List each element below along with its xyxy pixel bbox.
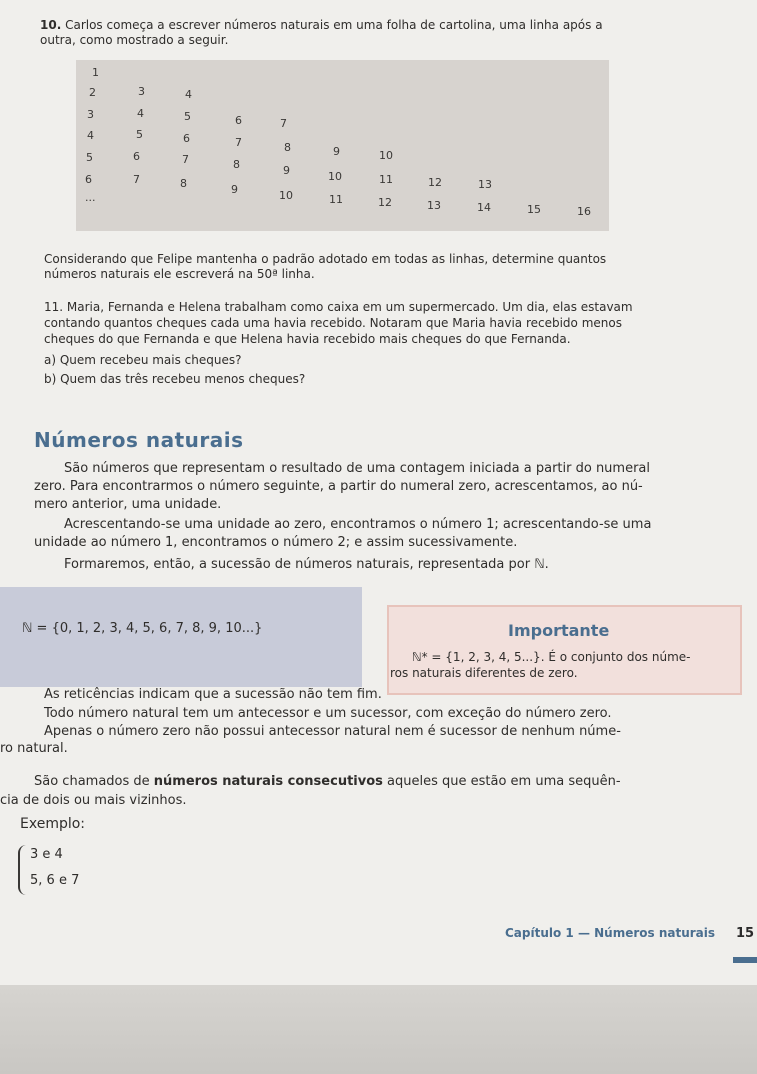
exercise-10-line-1 — [40, 18, 603, 33]
page-bottom-shadow — [0, 985, 757, 1074]
page-number-bar — [733, 957, 757, 963]
section-title: Números naturais — [34, 428, 244, 452]
example-brace — [18, 845, 28, 895]
important-line-1: ℕ* = {1, 2, 3, 4, 5...}. É o conjunto dos núme- — [412, 650, 691, 664]
triangle-number: 3 — [138, 85, 145, 98]
triangle-number: 10 — [328, 170, 342, 183]
triangle-number: 5 — [184, 110, 191, 123]
consecutive-naturals-term: números naturais consecutivos — [153, 774, 383, 789]
triangle-number: 6 — [235, 114, 242, 127]
body-line-5-start: São chamados de — [34, 774, 154, 789]
exercise-11-line-2: contando quantos cheques cada uma havia recebido. Notaram que Maria havia recebido menos — [44, 316, 622, 330]
exercise-11-item-a: a) Quem recebeu mais cheques? — [44, 353, 242, 367]
triangle-number: 13 — [427, 199, 441, 212]
triangle-number: 15 — [527, 203, 541, 216]
example-item-1: 3 e 4 — [30, 847, 63, 862]
triangle-number: 4 — [185, 88, 192, 101]
example-item-2: 5, 6 e 7 — [30, 873, 80, 888]
triangle-number: 7 — [280, 117, 287, 130]
exercise-10-question-line-2: números naturais ele escreverá na 50ª linha. — [44, 267, 315, 281]
example-label: Exemplo: — [20, 816, 86, 832]
triangle-number: 6 — [85, 173, 92, 186]
exercise-10-text: Carlos começa a escrever números naturais em uma folha de cartolina, uma linha após a — [65, 18, 603, 32]
triangle-ellipsis: ... — [85, 191, 96, 204]
exercise-10-question-line-1: Considerando que Felipe mantenha o padrão adotado em todas as linhas, determine quantos — [44, 252, 607, 266]
page-number: 15 — [736, 926, 755, 941]
triangle-number: 8 — [284, 141, 291, 154]
exercise-11-line-1: 11. Maria, Fernanda e Helena trabalham como caixa em um supermercado. Um dia, elas estavam — [44, 300, 633, 314]
exercise-10-line-2: outra, como mostrado a seguir. — [40, 33, 229, 47]
exercise-11-line-3: cheques do que Fernanda e que Helena havia recebido mais cheques do que Fernanda. — [44, 332, 571, 346]
triangle-number: 14 — [477, 201, 491, 214]
body-line-6: cia de dois ou mais vizinhos. — [0, 793, 187, 808]
triangle-number: 9 — [283, 164, 290, 177]
natural-set-formula: ℕ = {0, 1, 2, 3, 4, 5, 6, 7, 8, 9, 10...} — [22, 621, 263, 636]
section-paragraph-1-line-3: mero anterior, uma unidade. — [34, 497, 222, 512]
body-line-2: Todo número natural tem um antecessor e um sucessor, com exceção do número zero. — [44, 706, 612, 721]
triangle-number: 13 — [478, 178, 492, 191]
triangle-number: 7 — [133, 173, 140, 186]
triangle-number: 10 — [279, 189, 293, 202]
triangle-number: 12 — [428, 176, 442, 189]
triangle-number: 2 — [89, 86, 96, 99]
triangle-number: 6 — [133, 150, 140, 163]
triangle-number: 9 — [333, 145, 340, 158]
triangle-number: 8 — [233, 158, 240, 171]
triangle-number: 12 — [378, 196, 392, 209]
important-line-2: ros naturais diferentes de zero. — [390, 666, 578, 680]
triangle-number: 4 — [137, 107, 144, 120]
body-line-5 — [34, 773, 621, 790]
exercise-11-item-b: b) Quem das três recebeu menos cheques? — [44, 372, 306, 386]
body-line-4: ro natural. — [0, 741, 68, 756]
body-line-3: Apenas o número zero não possui antecessor natural nem é sucessor de nenhum núme- — [44, 724, 621, 739]
triangle-number: 5 — [136, 128, 143, 141]
triangle-number: 9 — [231, 183, 238, 196]
important-title: Importante — [508, 621, 610, 640]
natural-set-box — [0, 587, 362, 687]
body-line-1: As reticências indicam que a sucessão não tem fim. — [44, 687, 382, 702]
section-paragraph-2-line-2: unidade ao número 1, encontramos o número 2; e assim sucessivamente. — [34, 535, 518, 550]
triangle-number: 7 — [235, 136, 242, 149]
triangle-number: 5 — [86, 151, 93, 164]
chapter-footer-label: Capítulo 1 — Números naturais — [505, 926, 716, 940]
exercise-10-number: 10. — [40, 18, 62, 32]
triangle-number: 8 — [180, 177, 187, 190]
section-paragraph-1-line-1: São números que representam o resultado de uma contagem iniciada a partir do numeral — [64, 461, 651, 476]
triangle-number: 1 — [92, 66, 99, 79]
triangle-number: 10 — [379, 149, 393, 162]
triangle-number: 7 — [182, 153, 189, 166]
section-paragraph-1-line-2: zero. Para encontrarmos o número seguinte, a partir do numeral zero, acrescentamos, ao nú- — [34, 479, 643, 494]
body-line-5-end: aqueles que estão em uma sequên- — [382, 774, 621, 789]
triangle-number: 4 — [87, 129, 94, 142]
triangle-number: 16 — [577, 205, 591, 218]
triangle-number: 3 — [87, 108, 94, 121]
triangle-number: 11 — [329, 193, 343, 206]
triangle-number: 11 — [379, 173, 393, 186]
section-paragraph-2-line-1: Acrescentando-se uma unidade ao zero, encontramos o número 1; acrescentando-se uma — [64, 517, 652, 532]
section-paragraph-3: Formaremos, então, a sucessão de números naturais, representada por ℕ. — [64, 557, 549, 572]
triangle-number: 6 — [183, 132, 190, 145]
